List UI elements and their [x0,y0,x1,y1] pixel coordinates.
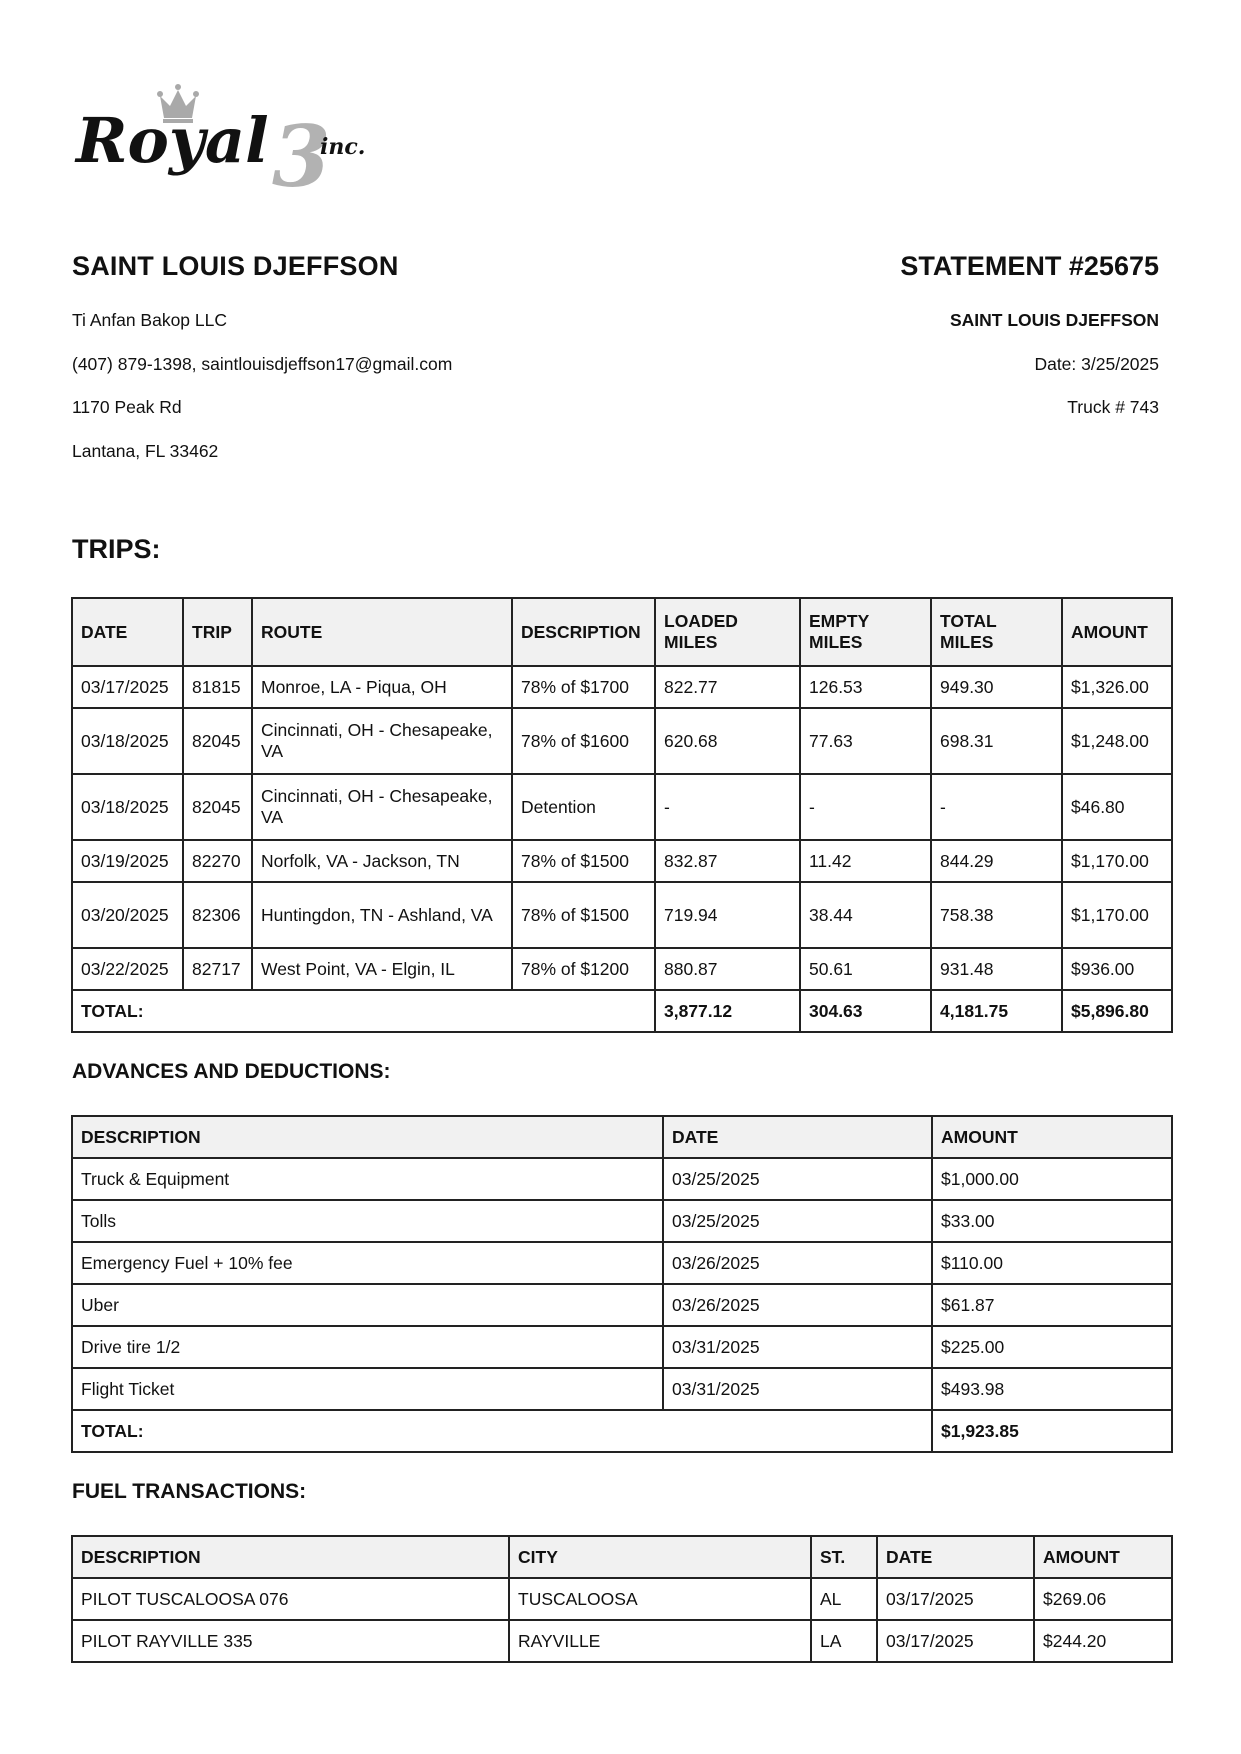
total-deduction-amount: $1,923.85 [932,1410,1172,1452]
deduction-description: Uber [72,1284,663,1326]
table-row [72,774,1172,840]
deduction-amount: $493.98 [932,1368,1172,1410]
column-header: AMOUNT [1034,1536,1172,1578]
deduction-amount: $1,000.00 [932,1158,1172,1200]
trip-amount: $1,170.00 [1062,840,1172,882]
column-header: TOTAL MILES [931,598,1062,666]
deduction-date: 03/25/2025 [663,1158,932,1200]
logo-suffix: inc. [320,134,366,160]
trip-number: 82306 [183,882,252,948]
statement-info [950,310,1159,441]
company-logo [72,78,392,196]
logo-script-text: Royal [76,104,269,177]
column-header: DESCRIPTION [72,1116,663,1158]
column-header: DESCRIPTION [72,1536,509,1578]
statement-driver-name: SAINT LOUIS DJEFFSON [949,310,1159,330]
table-row [72,1620,1172,1662]
advances-header-row [72,1116,1172,1158]
fuel-state: LA [811,1620,877,1662]
trip-date: 03/19/2025 [72,840,183,882]
statement-title: STATEMENT #25675 [900,251,1159,281]
table-row [72,948,1172,990]
column-header: AMOUNT [932,1116,1172,1158]
trip-amount: $936.00 [1062,948,1172,990]
empty-miles: 126.53 [800,666,931,708]
trips-total-row [72,990,1172,1032]
column-header: DATE [663,1116,932,1158]
column-header: EMPTY MILES [800,598,931,666]
deduction-amount: $33.00 [932,1200,1172,1242]
deduction-date: 03/31/2025 [663,1326,932,1368]
total-label: TOTAL: [72,990,655,1032]
trip-description: Detention [512,774,655,840]
trip-amount: $1,248.00 [1062,708,1172,774]
trip-route: Cincinnati, OH - Chesapeake, VA [252,708,512,774]
total-total-miles: 4,181.75 [931,990,1062,1032]
column-header: LOADED MILES [655,598,800,666]
fuel-title: FUEL TRANSACTIONS: [72,1480,307,1503]
fuel-state: AL [811,1578,877,1620]
fuel-amount: $269.06 [1034,1578,1172,1620]
trip-date: 03/18/2025 [72,774,183,840]
royal-3-logo [72,78,392,196]
loaded-miles: 832.87 [655,840,800,882]
loaded-miles: 822.77 [655,666,800,708]
total-miles: 698.31 [931,708,1062,774]
fuel-city: TUSCALOOSA [509,1578,811,1620]
deduction-description: Drive tire 1/2 [72,1326,663,1368]
table-row [72,1158,1172,1200]
driver-info [72,310,452,484]
table-row [72,1242,1172,1284]
advances-title: ADVANCES AND DEDUCTIONS: [72,1060,391,1083]
total-loaded-miles: 3,877.12 [655,990,800,1032]
trip-number: 81815 [183,666,252,708]
column-header: ST. [811,1536,877,1578]
fuel-header-row [72,1536,1172,1578]
loaded-miles: 880.87 [655,948,800,990]
column-header: TRIP [183,598,252,666]
trip-route: Monroe, LA - Piqua, OH [252,666,512,708]
total-trip-amount: $5,896.80 [1062,990,1172,1032]
trip-route: Norfolk, VA - Jackson, TN [252,840,512,882]
empty-miles: 77.63 [800,708,931,774]
fuel-city: RAYVILLE [509,1620,811,1662]
fuel-description: PILOT TUSCALOOSA 076 [72,1578,509,1620]
loaded-miles: - [655,774,800,840]
total-miles: 844.29 [931,840,1062,882]
trip-description: 78% of $1700 [512,666,655,708]
loaded-miles: 719.94 [655,882,800,948]
trip-description: 78% of $1500 [512,840,655,882]
advances-total-row [72,1410,1172,1452]
deduction-description: Truck & Equipment [72,1158,663,1200]
fuel-description: PILOT RAYVILLE 335 [72,1620,509,1662]
address-line-1: 1170 Peak Rd [72,397,182,417]
advances-table [71,1115,1173,1453]
fuel-date: 03/17/2025 [877,1578,1034,1620]
deduction-description: Tolls [72,1200,663,1242]
trip-amount: $1,170.00 [1062,882,1172,948]
statement-date: Date: 3/25/2025 [1034,353,1159,374]
total-label: TOTAL: [72,1410,932,1452]
deduction-amount: $225.00 [932,1326,1172,1368]
deduction-date: 03/31/2025 [663,1368,932,1410]
table-row [72,882,1172,948]
table-row [72,666,1172,708]
total-miles: 931.48 [931,948,1062,990]
trip-route: Cincinnati, OH - Chesapeake, VA [252,774,512,840]
logo-numeral: 3 [272,107,331,196]
table-row [72,1578,1172,1620]
truck-number: Truck # 743 [1067,397,1159,417]
table-row [72,1284,1172,1326]
trip-number: 82717 [183,948,252,990]
deduction-description: Flight Ticket [72,1368,663,1410]
total-miles: 758.38 [931,882,1062,948]
trip-number: 82045 [183,774,252,840]
column-header: CITY [509,1536,811,1578]
total-empty-miles: 304.63 [800,990,931,1032]
table-row [72,1200,1172,1242]
deduction-amount: $110.00 [932,1242,1172,1284]
table-row [72,1368,1172,1410]
empty-miles: 38.44 [800,882,931,948]
table-row [72,1326,1172,1368]
trip-date: 03/22/2025 [72,948,183,990]
trip-date: 03/18/2025 [72,708,183,774]
empty-miles: - [800,774,931,840]
trip-description: 78% of $1500 [512,882,655,948]
trip-amount: $46.80 [1062,774,1172,840]
table-row [72,840,1172,882]
trip-description: 78% of $1600 [512,708,655,774]
trips-table [71,597,1173,1033]
contact-info: (407) 879-1398, saintlouisdjeffson17@gmail.com [72,353,453,374]
trips-header-row [72,598,1172,666]
trip-number: 82045 [183,708,252,774]
deduction-date: 03/26/2025 [663,1242,932,1284]
trip-route: West Point, VA - Elgin, IL [252,948,512,990]
fuel-table [71,1535,1173,1663]
column-header: DATE [72,598,183,666]
deduction-date: 03/25/2025 [663,1200,932,1242]
column-header: ROUTE [252,598,512,666]
company-name: Ti Anfan Bakop LLC [72,310,228,330]
driver-name: SAINT LOUIS DJEFFSON [72,251,399,281]
fuel-amount: $244.20 [1034,1620,1172,1662]
trips-title: TRIPS: [72,534,161,564]
column-header: AMOUNT [1062,598,1172,666]
loaded-miles: 620.68 [655,708,800,774]
address-line-2: Lantana, FL 33462 [72,440,219,461]
trip-date: 03/17/2025 [72,666,183,708]
total-miles: 949.30 [931,666,1062,708]
empty-miles: 11.42 [800,840,931,882]
deduction-amount: $61.87 [932,1284,1172,1326]
fuel-date: 03/17/2025 [877,1620,1034,1662]
trip-route: Huntingdon, TN - Ashland, VA [252,882,512,948]
total-miles: - [931,774,1062,840]
trip-amount: $1,326.00 [1062,666,1172,708]
trip-number: 82270 [183,840,252,882]
deduction-date: 03/26/2025 [663,1284,932,1326]
table-row [72,708,1172,774]
column-header: DESCRIPTION [512,598,655,666]
trip-description: 78% of $1200 [512,948,655,990]
trip-date: 03/20/2025 [72,882,183,948]
empty-miles: 50.61 [800,948,931,990]
deduction-description: Emergency Fuel + 10% fee [72,1242,663,1284]
column-header: DATE [877,1536,1034,1578]
